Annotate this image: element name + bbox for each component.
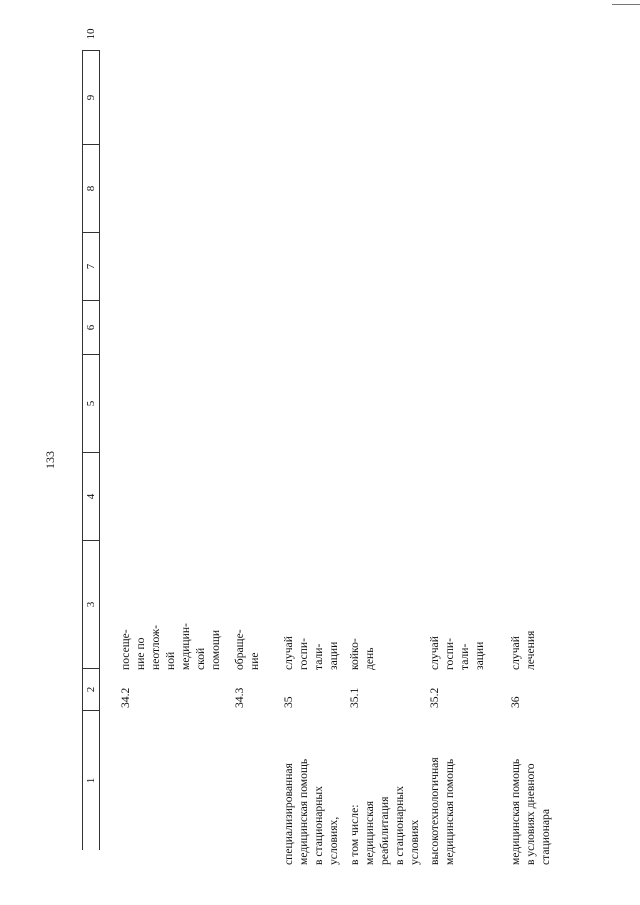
row-36-type: медицинская помощь в условиях дневного стационара bbox=[509, 758, 552, 865]
row-35-2-type: высокотехнологичная медицинская помощь bbox=[428, 757, 456, 865]
header-col-5: 5 bbox=[83, 354, 99, 452]
header-col-6: 6 bbox=[83, 300, 99, 354]
header-col-3: 3 bbox=[83, 540, 99, 668]
row-35-unit: случай госпи- тали- зации bbox=[282, 636, 340, 670]
page-number: 133 bbox=[43, 451, 57, 469]
header-col-9: 9 bbox=[83, 50, 99, 144]
header-col-8: 8 bbox=[83, 144, 99, 232]
row-34-3-unit: обраще- ние bbox=[233, 629, 261, 670]
header-col-2: 2 bbox=[83, 668, 99, 710]
table-header-row bbox=[82, 28, 100, 850]
row-36-code: 36 bbox=[509, 696, 522, 708]
row-35-2-code: 35.2 bbox=[428, 687, 441, 708]
row-36-unit: случай лечения bbox=[509, 630, 537, 670]
header-col-1: 1 bbox=[83, 710, 99, 850]
row-35-1-type: в том числе: медицинская реабилитация в стационарных условиях bbox=[348, 785, 421, 865]
row-35-code: 35 bbox=[282, 696, 295, 708]
row-34-3-code: 34.3 bbox=[233, 687, 246, 708]
header-col-10: 10 bbox=[85, 28, 97, 40]
row-35-1-code: 35.1 bbox=[348, 687, 361, 708]
row-35-type: специализированная медицинская помощь в стационарных условиях, bbox=[282, 758, 340, 865]
header-col-7: 7 bbox=[83, 232, 99, 300]
row-35-2-unit: случай госпи- тали- зации bbox=[428, 636, 486, 670]
header-col-4: 4 bbox=[83, 452, 99, 540]
row-35-1-unit: койко- день bbox=[348, 638, 376, 670]
row-34-2-unit: посеще- ние по неотлож- ной медицин- ской помощи bbox=[119, 623, 222, 670]
row-34-2-code: 34.2 bbox=[119, 687, 132, 708]
